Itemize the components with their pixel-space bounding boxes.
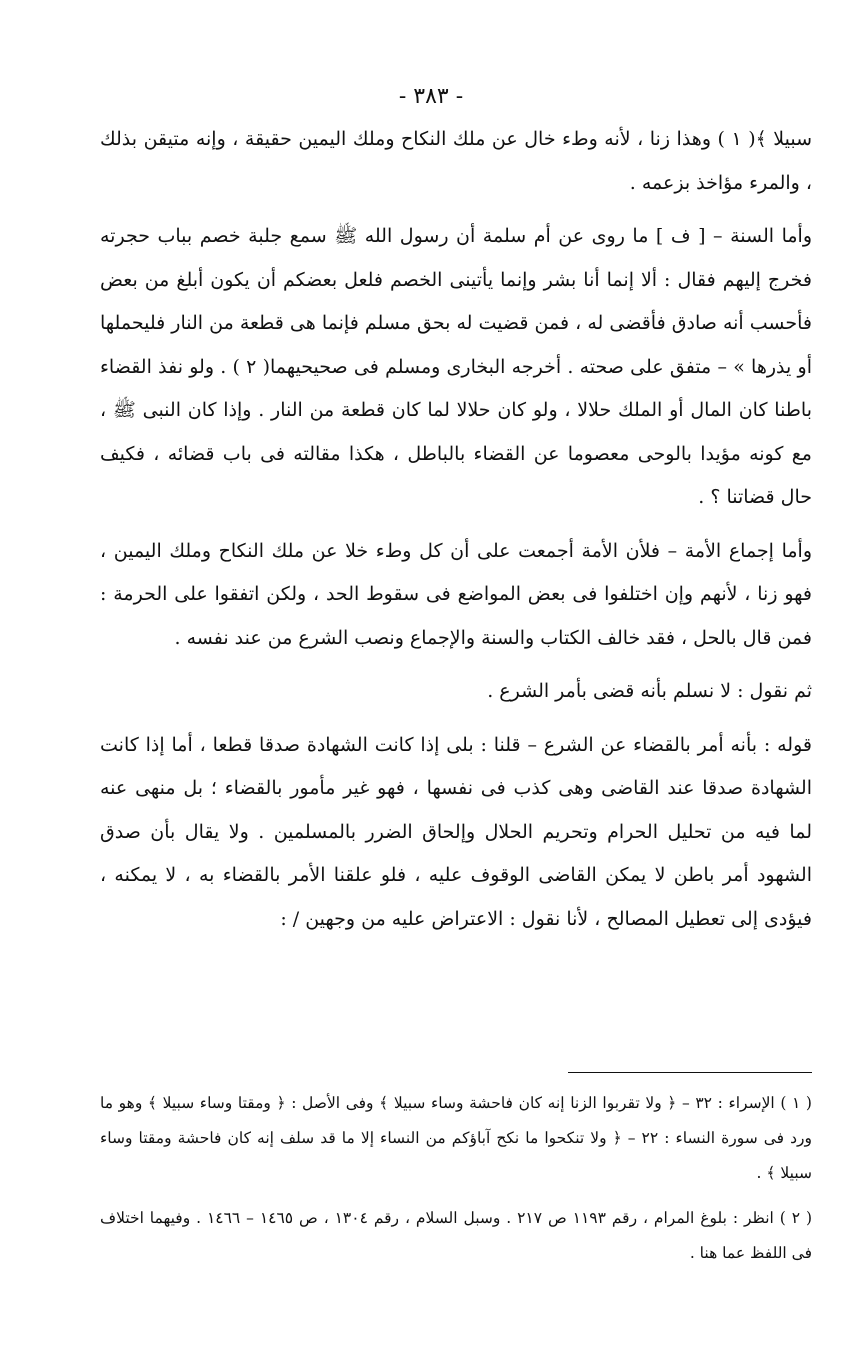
footnote-divider (568, 1072, 812, 1073)
main-text (100, 118, 812, 941)
paragraph-1: سبيلا ﴾( ١ ) وهذا زنا ، لأنه وطء خال عن ملك النكاح وملك اليمين حقيقة ، وإنه متيقن بذلك ، والمرء مؤاخذ بزعمه . (100, 128, 812, 194)
paragraph-3: وأما إجماع الأمة – فلأن الأمة أجمعت على أن كل وطء خلا عن ملك النكاح وملك اليمين ، فهو زنا ، لأنهم وإن اختلفوا فى بعض المواضع فى سقوط الحد ، ولكن اتفقوا على الحرمة : فمن قال بالحل ، فقد خالف الكتاب والسنة والإجماع ونصب الشرع من عند نفسه . (100, 539, 812, 649)
footnote-2: ( ٢ ) انظر : بلوغ المرام ، رقم ١١٩٣ ص ٢١٧ . وسبل السلام ، رقم ١٣٠٤ ، ص ١٤٦٥ – ١٤٦٦ . وفيهما اختلاف فى اللفظ عما هنا . (100, 1209, 813, 1262)
paragraph-2: وأما السنة – [ ف ] ما روى عن أم سلمة أن رسول الله ﷺ سمع جلبة خصم بباب حجرته فخرج إليهم فقال : ألا إنما أنا بشر وإنما يأتينى الخصم فلعل بعضكم أن يكون أبلغ من بعض فأحسب أنه صادق فأقضى له ، فمن قضيت له بحق مسلم فإنما هى قطعة من النار فليحملها أو يذرها » – متفق على صحته . أخرجه البخارى ومسلم فى صحيحيهما( ٢ ) . ولو نفذ القضاء باطنا كان المال أو الملك حلالا ، ولو كان حلالا لما كان قطعة من النار . وإذا كان النبى ﷺ ، مع كونه مؤيدا بالوحى معصوما عن القضاء بالباطل ، هكذا مقالته فى باب قضائه ، فكيف حال قضاتنا ؟ . (100, 225, 812, 508)
paragraph-5: قوله : بأنه أمر بالقضاء عن الشرع – قلنا : بلى إذا كانت الشهادة صدقا قطعا ، أما إذا كانت الشهادة صدقا عند القاضى وهى كذب فى نفسها ، فهو غير مأمور بالقضاء ؛ بل منهى عنه لما فيه من تحليل الحرام وتحريم الحلال وإلحاق الضرر بالمسلمين . ولا يقال بأن صدق الشهود أمر باطن لا يمكن القاضى الوقوف عليه ، فلو علقنا الأمر بالقضاء به ، لا يمكنه ، فيؤدى إلى تعطيل المصالح ، لأنا نقول : الاعتراض عليه من وجهين / : (100, 733, 812, 930)
footnotes (100, 1086, 812, 1271)
paragraph-4: ثم نقول : لا نسلم بأنه قضى بأمر الشرع . (487, 680, 812, 702)
footnote-1: ( ١ ) الإسراء : ٣٢ – ﴿ ولا تقربوا الزنا إنه كان فاحشة وساء سبيلا ﴾ وفى الأصل : ﴿ ومقتا وساء سبيلا ﴾ وهو ما ورد فى سورة النساء : ٢٢ – ﴿ ولا تنكحوا ما نكح آباؤكم من النساء إلا ما قد سلف إنه كان فاحشة ومقتا وساء سبيلا ﴾ . (100, 1094, 812, 1182)
page-number: - ٣٨٣ - (398, 84, 464, 109)
